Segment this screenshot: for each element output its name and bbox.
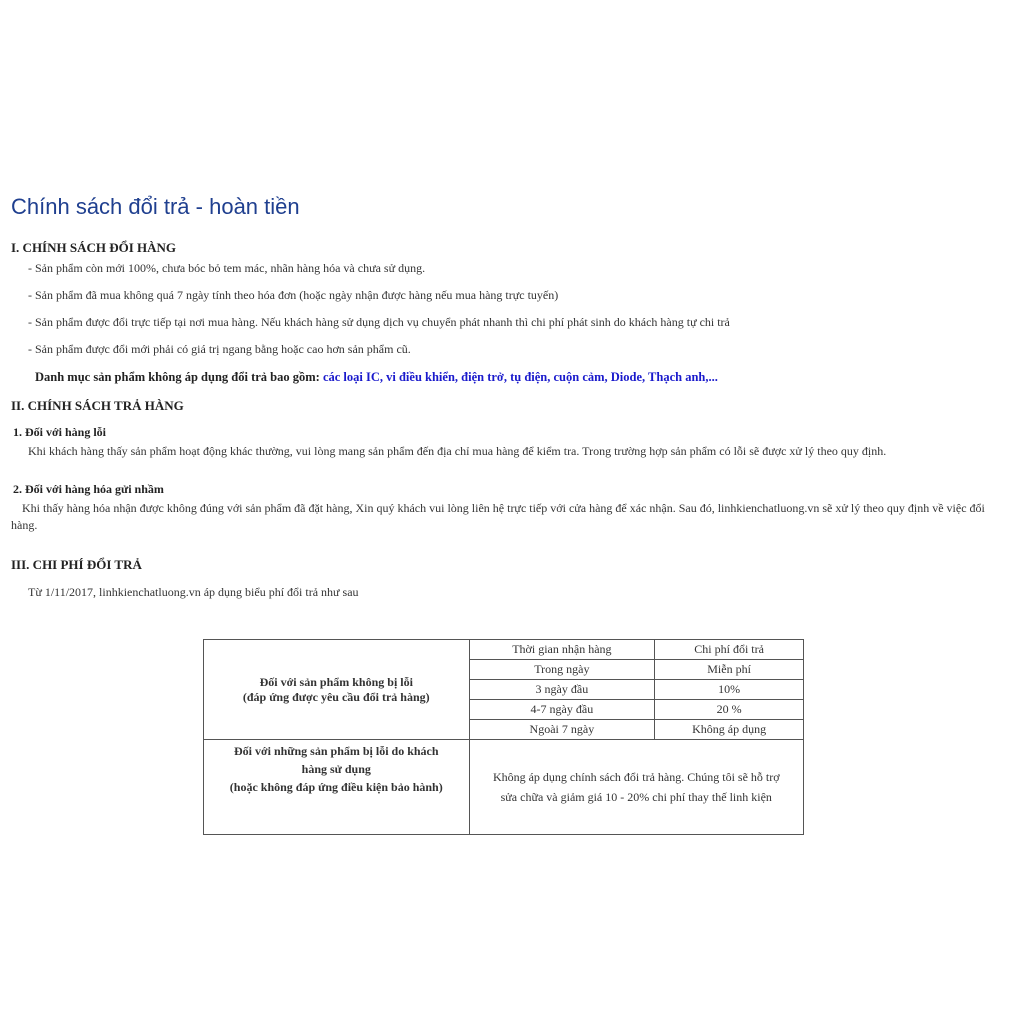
excluded-label: Danh mục sản phẩm không áp dụng đổi trả bao gồm: [35,370,320,384]
sub1-heading: 1. Đối với hàng lỗi [13,425,106,439]
group2-label-line: Đối với những sản phẩm bị lỗi do khách [233,744,439,758]
time-cell: 4-7 ngày đầu [469,700,655,720]
column-header-time: Thời gian nhận hàng [469,640,655,660]
group1-label-line: Đối với sản phẩm không bị lỗi [259,674,413,689]
group2-label [204,740,470,835]
table-row [204,740,804,835]
page-title: Chính sách đổi trả - hoàn tiền [11,194,300,219]
fee-cell: 20 % [655,700,804,720]
excluded-products-note [35,370,718,385]
sub2-heading: 2. Đối với hàng hóa gửi nhầm [13,482,164,496]
fee-cell: 10% [655,680,804,700]
list-item: - Sản phẩm được đổi trực tiếp tại nơi mua hàng. Nếu khách hàng sử dụng dịch vụ chuyển phát nhanh thì chi phí phát sinh do khách hàng tự chi trả [28,315,730,329]
group2-label-line: hàng sử dụng [301,762,371,776]
time-cell: Trong ngày [469,660,655,680]
time-cell: 3 ngày đầu [469,680,655,700]
section3-intro: Từ 1/11/2017, linhkienchatluong.vn áp dụng biểu phí đổi trả như sau [28,585,359,599]
group1-label-line: (đáp ứng được yêu cầu đổi trả hàng) [242,689,430,704]
group2-label-line: (hoặc không đáp ứng điều kiện bảo hành) [229,780,443,794]
excluded-list: các loại IC, vi điều khiển, điện trở, tụ điện, cuộn cảm, Diode, Thạch anh,... [322,370,718,384]
sub2-text: Khi thấy hàng hóa nhận được không đúng với sản phẩm đã đặt hàng, Xin quý khách vui lòng liên hệ trực tiếp với cửa hàng để xác nhận. Sau đó, linhkienchatluong.vn sẽ xử lý theo quy định về việc đổi hàng. [11,501,985,532]
fee-cell: Không áp dụng [655,720,804,740]
column-header-fee: Chi phí đổi trả [655,640,804,660]
section1-heading: I. CHÍNH SÁCH ĐỔI HÀNG [11,240,177,255]
sub1-text: Khi khách hàng thấy sản phẩm hoạt động khác thường, vui lòng mang sản phẩm đến địa chỉ mua hàng để kiểm tra. Trong trường hợp sản phẩm có lỗi sẽ được xử lý theo quy định. [28,444,887,458]
list-item: - Sản phẩm còn mới 100%, chưa bóc bỏ tem mác, nhãn hàng hóa và chưa sử dụng. [28,261,426,275]
group2-note-line: sửa chữa và giảm giá 10 - 20% chi phí thay thế linh kiện [500,790,772,804]
group2-note [469,740,803,835]
fee-cell: Miễn phí [655,660,804,680]
table-row [204,640,804,660]
list-item: - Sản phẩm được đổi mới phải có giá trị ngang bằng hoặc cao hơn sản phẩm cũ. [28,342,411,356]
fee-table [203,639,804,835]
group1-label [204,640,470,740]
section3-heading: III. CHI PHÍ ĐỔI TRẢ [11,557,142,572]
section2-heading: II. CHÍNH SÁCH TRẢ HÀNG [11,398,184,413]
time-cell: Ngoài 7 ngày [469,720,655,740]
group2-note-line: Không áp dụng chính sách đổi trả hàng. Chúng tôi sẽ hỗ trợ [492,770,780,784]
list-item: - Sản phẩm đã mua không quá 7 ngày tính theo hóa đơn (hoặc ngày nhận được hàng nếu mua hàng trực tuyến) [28,288,559,302]
